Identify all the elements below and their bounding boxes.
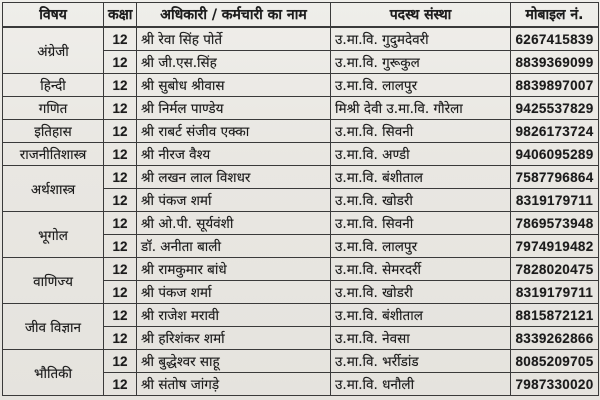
col-header-subject: विषय [3,3,104,28]
mobile-cell: 8319179711 [511,189,599,212]
subject-cell: वाणिज्य [3,258,104,304]
institution-cell: उ.मा.वि. सिवनी [331,120,511,143]
mobile-cell: 9406095289 [511,143,599,166]
name-cell: श्री लखन लाल विशधर [137,166,331,189]
institution-cell: उ.मा.वि. खोडरी [331,281,511,304]
name-cell: श्री जी.एस.सिंह [137,51,331,74]
class-cell: 12 [104,166,137,189]
table-row [3,212,599,235]
institution-cell: उ.मा.वि. भर्रीडांड [331,350,511,373]
institution-cell: उ.मा.वि. लालपुर [331,235,511,258]
institution-cell: उ.मा.वि. बंशीताल [331,166,511,189]
subject-cell: हिन्दी [3,74,104,97]
table-row [3,27,599,51]
subject-cell: अर्थशास्त्र [3,166,104,212]
subject-cell: अंग्रेजी [3,27,104,74]
institution-cell: उ.मा.वि. गुदुमदेवरी [331,27,511,51]
staff-table [2,2,599,396]
subject-cell: राजनीतिशास्त्र [3,143,104,166]
mobile-cell: 8839897007 [511,74,599,97]
mobile-cell: 9425537829 [511,97,599,120]
mobile-cell: 8319179711 [511,281,599,304]
table-row [3,304,599,327]
mobile-cell: 7869573948 [511,212,599,235]
name-cell: श्री हरिशंकर शर्मा [137,327,331,350]
table-row [3,350,599,373]
class-cell: 12 [104,304,137,327]
name-cell: श्री रेवा सिंह पोर्ते [137,27,331,51]
table-row [3,258,599,281]
mobile-cell: 9826173724 [511,120,599,143]
name-cell: श्री पंकज शर्मा [137,281,331,304]
institution-cell: मिश्री देवी उ.मा.वि. गौरेला [331,97,511,120]
name-cell: श्री ओ.पी. सूर्यवंशी [137,212,331,235]
class-cell: 12 [104,212,137,235]
table-row [3,143,599,166]
table-row [3,97,599,120]
class-cell: 12 [104,74,137,97]
subject-cell: गणित [3,97,104,120]
class-cell: 12 [104,350,137,373]
institution-cell: उ.मा.वि. बंशीताल [331,304,511,327]
name-cell: श्री रामकुमार बांधे [137,258,331,281]
mobile-cell: 7987330020 [511,373,599,396]
subject-cell: इतिहास [3,120,104,143]
table-row [3,74,599,97]
col-header-institution: पदस्थ संस्था [331,3,511,28]
mobile-cell: 8085209705 [511,350,599,373]
institution-cell: उ.मा.वि. नेवसा [331,327,511,350]
header-row [3,3,599,28]
name-cell: डॉ. अनीता बाली [137,235,331,258]
class-cell: 12 [104,120,137,143]
institution-cell: उ.मा.वि. गुरूकुल [331,51,511,74]
name-cell: श्री राबर्ट संजीव एक्का [137,120,331,143]
col-header-class: कक्षा [104,3,137,28]
class-cell: 12 [104,51,137,74]
class-cell: 12 [104,258,137,281]
table-row [3,166,599,189]
institution-cell: उ.मा.वि. अण्डी [331,143,511,166]
col-header-mobile: मोबाइल नं. [511,3,599,28]
institution-cell: उ.मा.वि. खोडरी [331,189,511,212]
class-cell: 12 [104,327,137,350]
subject-cell: भौतिकी [3,350,104,396]
mobile-cell: 8339262866 [511,327,599,350]
name-cell: श्री बुद्धेश्वर साहू [137,350,331,373]
name-cell: श्री नीरज वैश्य [137,143,331,166]
table-row [3,120,599,143]
subject-cell: भूगोल [3,212,104,258]
class-cell: 12 [104,143,137,166]
mobile-cell: 6267415839 [511,27,599,51]
institution-cell: उ.मा.वि. लालपुर [331,74,511,97]
mobile-cell: 8839369099 [511,51,599,74]
mobile-cell: 7587796864 [511,166,599,189]
mobile-cell: 8815872121 [511,304,599,327]
class-cell: 12 [104,373,137,396]
institution-cell: उ.मा.वि. सिवनी [331,212,511,235]
name-cell: श्री राजेश मरावी [137,304,331,327]
name-cell: श्री संतोष जांगड़े [137,373,331,396]
name-cell: श्री सुबोध श्रीवास [137,74,331,97]
institution-cell: उ.मा.वि. सेमरदर्री [331,258,511,281]
institution-cell: उ.मा.वि. धनौली [331,373,511,396]
col-header-name: अधिकारी / कर्मचारी का नाम [137,3,331,28]
class-cell: 12 [104,27,137,51]
class-cell: 12 [104,189,137,212]
mobile-cell: 7828020475 [511,258,599,281]
class-cell: 12 [104,281,137,304]
class-cell: 12 [104,97,137,120]
subject-cell: जीव विज्ञान [3,304,104,350]
name-cell: श्री पंकज शर्मा [137,189,331,212]
mobile-cell: 7974919482 [511,235,599,258]
class-cell: 12 [104,235,137,258]
name-cell: श्री निर्मल पाण्डेय [137,97,331,120]
